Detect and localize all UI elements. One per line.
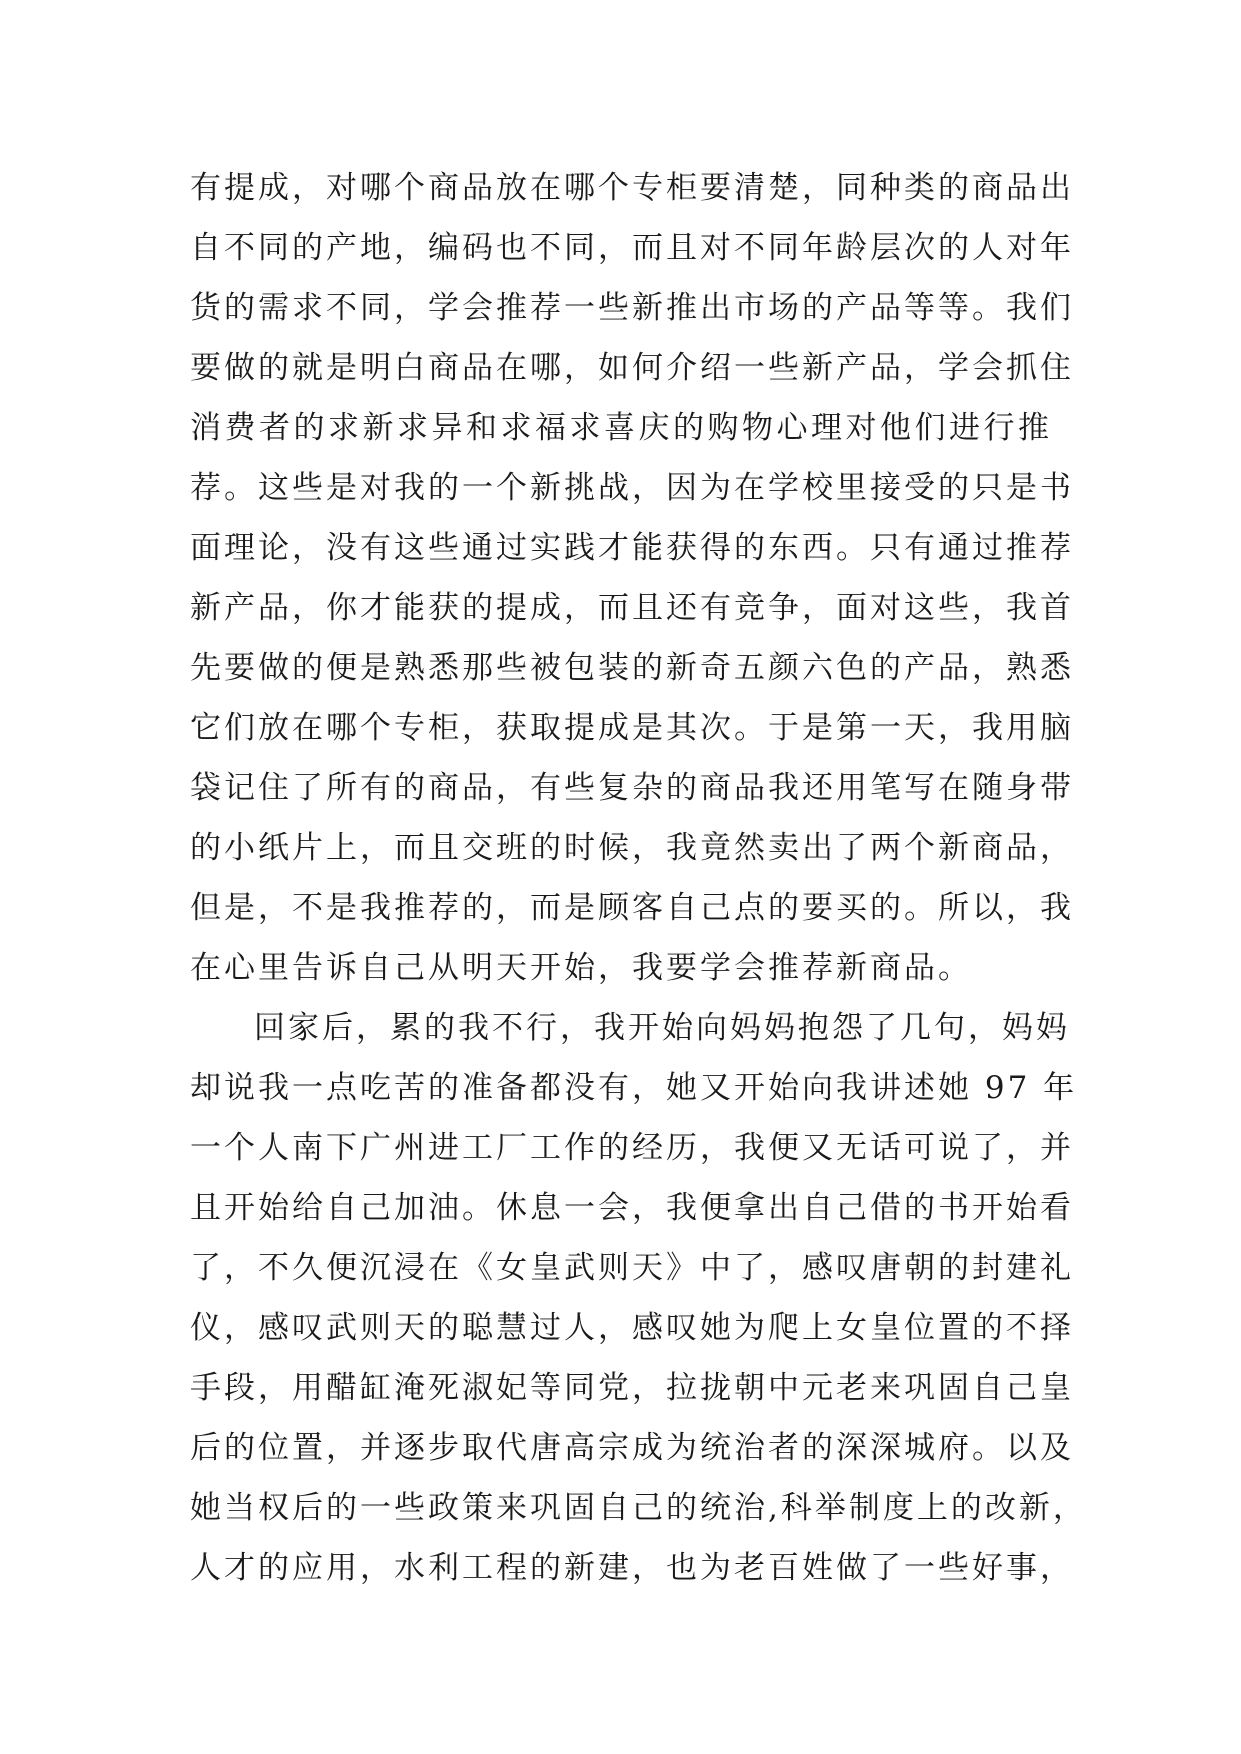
text-line: 回家后，累的我不行，我开始向妈妈抱怨了几句，妈妈 [254,1010,1070,1046]
text-line: 在心里告诉自己从明天开始，我要学会推荐新商品。 [190,950,972,986]
text-line: 一个人南下广州进工厂工作的经历，我便又无话可说了，并 [190,1130,1074,1166]
text-line: 且开始给自己加油。休息一会，我便拿出自己借的书开始看 [190,1190,1074,1226]
text-line: 要做的就是明白商品在哪，如何介绍一些新产品，学会抓住 [190,350,1074,386]
paragraph-2 [190,998,1087,1598]
paragraph-1 [190,158,1074,998]
text-line: 仪，感叹武则天的聪慧过人，感叹她为爬上女皇位置的不择 [190,1310,1074,1346]
text-line: 的小纸片上，而且交班的时候，我竟然卖出了两个新商品， [190,830,1074,866]
text-line: 但是，不是我推荐的，而是顾客自己点的要买的。所以，我 [190,890,1074,926]
text-line: 袋记住了所有的商品，有些复杂的商品我还用笔写在随身带 [190,770,1074,806]
text-line: 了，不久便沉浸在《女皇武则天》中了，感叹唐朝的封建礼 [190,1250,1074,1286]
text-line: 它们放在哪个专柜，获取提成是其次。于是第一天，我用脑 [190,710,1074,746]
text-line: 她当权后的一些政策来巩固自己的统治,科举制度上的改新， [190,1490,1087,1526]
text-line: 消费者的求新求异和求福求喜庆的购物心理对他们进行推 [190,410,1052,446]
text-line: 后的位置，并逐步取代唐高宗成为统治者的深深城府。以及 [190,1430,1074,1466]
body-text [190,158,1087,1598]
text-line: 人才的应用，水利工程的新建，也为老百姓做了一些好事， [190,1550,1074,1586]
text-line: 手段，用醋缸淹死淑妃等同党，拉拢朝中元老来巩固自己皇 [190,1370,1074,1406]
text-line: 新产品，你才能获的提成，而且还有竞争，面对这些，我首 [190,590,1074,626]
text-line: 荐。这些是对我的一个新挑战，因为在学校里接受的只是书 [190,470,1074,506]
text-line: 有提成，对哪个商品放在哪个专柜要清楚，同种类的商品出 [190,170,1074,206]
text-line: 先要做的便是熟悉那些被包装的新奇五颜六色的产品，熟悉 [190,650,1074,686]
text-line: 却说我一点吃苦的准备都没有，她又开始向我讲述她 97 年 [190,1070,1078,1106]
text-line: 货的需求不同，学会推荐一些新推出市场的产品等等。我们 [190,290,1074,326]
text-line: 面理论，没有这些通过实践才能获得的东西。只有通过推荐 [190,530,1074,566]
text-line: 自不同的产地，编码也不同，而且对不同年龄层次的人对年 [190,230,1074,266]
